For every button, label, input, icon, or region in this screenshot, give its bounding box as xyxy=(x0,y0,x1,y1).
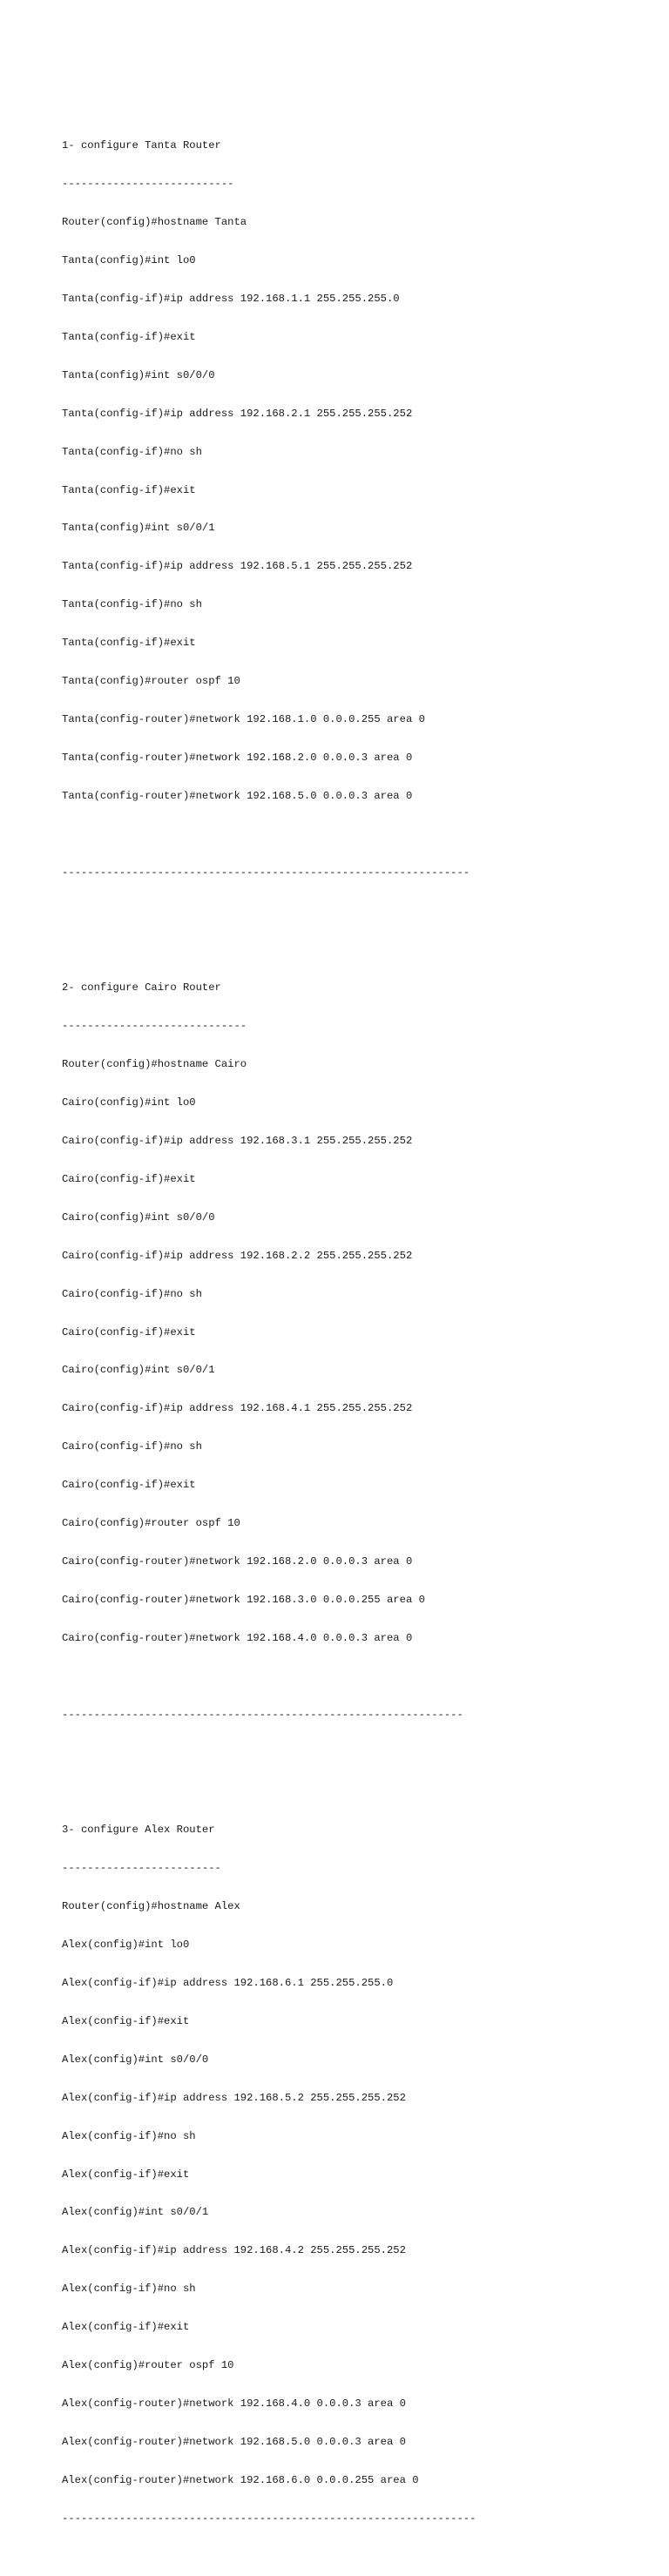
config-line: Tanta(config-router)#network 192.168.5.0 0.0.0.3 area 0 xyxy=(62,790,413,803)
config-line: Tanta(config-if)#ip address 192.168.2.1 255.255.255.252 xyxy=(62,407,413,420)
config-line: Tanta(config-if)#no sh xyxy=(62,598,202,611)
config-line: Router(config)#hostname Cairo xyxy=(62,1057,247,1070)
config-line: Cairo(config)#int s0/0/0 xyxy=(62,1210,215,1224)
config-line: Tanta(config-if)#no sh xyxy=(62,445,202,458)
section-title: 2- configure Cairo Router xyxy=(62,981,221,994)
config-line: Tanta(config-if)#exit xyxy=(62,637,196,650)
config-line: Tanta(config)#int lo0 xyxy=(62,253,196,266)
section-alex-router xyxy=(62,1798,476,2551)
config-line: Alex(config-router)#network 192.168.5.0 0.0.0.3 area 0 xyxy=(62,2436,406,2449)
config-line: Cairo(config)#int lo0 xyxy=(62,1096,196,1109)
section-separator: --------------------------------------------------------------- xyxy=(62,1709,463,1722)
document-page xyxy=(62,63,476,2576)
config-line: Cairo(config-if)#exit xyxy=(62,1479,196,1492)
config-line: Alex(config-if)#no sh xyxy=(62,2283,196,2296)
config-line: Cairo(config-router)#network 192.168.3.0 0.0.0.255 area 0 xyxy=(62,1594,425,1607)
config-line: Cairo(config-if)#ip address 192.168.2.2 255.255.255.252 xyxy=(62,1249,413,1262)
config-line: Cairo(config-if)#ip address 192.168.3.1 255.255.255.252 xyxy=(62,1134,413,1147)
config-line: Alex(config-if)#exit xyxy=(62,2168,190,2181)
section-cairo-router xyxy=(62,956,476,1747)
title-underline: ------------------------- xyxy=(62,1861,221,1874)
config-line: Cairo(config-if)#no sh xyxy=(62,1440,202,1453)
config-line: Cairo(config-if)#ip address 192.168.4.1 255.255.255.252 xyxy=(62,1402,413,1415)
config-line: Cairo(config-if)#exit xyxy=(62,1325,196,1339)
config-line: Alex(config-if)#no sh xyxy=(62,2129,196,2142)
config-line: Alex(config-router)#network 192.168.6.0 0.0.0.255 area 0 xyxy=(62,2474,419,2487)
config-line: Tanta(config)#int s0/0/0 xyxy=(62,368,215,381)
blank-line xyxy=(62,1670,476,1683)
section-title: 3- configure Alex Router xyxy=(62,1823,215,1836)
config-line: Router(config)#hostname Tanta xyxy=(62,215,247,228)
section-separator: ----------------------------------------------------------------- xyxy=(62,2512,476,2525)
section-separator: ---------------------------------------------------------------- xyxy=(62,867,470,880)
config-line: Alex(config-if)#ip address 192.168.5.2 255.255.255.252 xyxy=(62,2091,406,2104)
config-line: Cairo(config-if)#no sh xyxy=(62,1287,202,1300)
config-line: Cairo(config)#int s0/0/1 xyxy=(62,1364,215,1377)
config-line: Alex(config-if)#ip address 192.168.4.2 255.255.255.252 xyxy=(62,2244,406,2257)
config-line: Cairo(config-if)#exit xyxy=(62,1172,196,1185)
title-underline: ----------------------------- xyxy=(62,1019,247,1032)
config-line: Alex(config-if)#exit xyxy=(62,2321,190,2334)
config-line: Cairo(config-router)#network 192.168.4.0 0.0.0.3 area 0 xyxy=(62,1632,413,1645)
section-title: 1- configure Tanta Router xyxy=(62,138,221,152)
config-line: Alex(config)#int s0/0/0 xyxy=(62,2053,209,2066)
section-tanta-router xyxy=(62,114,476,905)
config-line: Alex(config)#int lo0 xyxy=(62,1938,190,1951)
title-underline: --------------------------- xyxy=(62,177,234,190)
config-line: Tanta(config)#int s0/0/1 xyxy=(62,522,215,535)
config-line: Alex(config)#router ospf 10 xyxy=(62,2359,234,2372)
config-line: Alex(config-if)#exit xyxy=(62,2014,190,2027)
config-line: Alex(config)#int s0/0/1 xyxy=(62,2206,209,2219)
config-line: Tanta(config-if)#exit xyxy=(62,330,196,343)
config-line: Tanta(config-if)#exit xyxy=(62,483,196,496)
config-line: Alex(config-if)#ip address 192.168.6.1 255.255.255.0 xyxy=(62,1976,394,1989)
config-line: Tanta(config-if)#ip address 192.168.5.1 255.255.255.252 xyxy=(62,560,413,573)
config-line: Router(config)#hostname Alex xyxy=(62,1899,240,1912)
config-line: Tanta(config-router)#network 192.168.2.0 0.0.0.3 area 0 xyxy=(62,752,413,765)
config-line: Cairo(config)#router ospf 10 xyxy=(62,1517,240,1530)
config-line: Tanta(config-if)#ip address 192.168.1.1 255.255.255.0 xyxy=(62,292,400,305)
config-line: Tanta(config)#router ospf 10 xyxy=(62,675,240,688)
config-line: Cairo(config-router)#network 192.168.2.0 0.0.0.3 area 0 xyxy=(62,1555,413,1568)
config-line: Tanta(config-router)#network 192.168.1.0 0.0.0.255 area 0 xyxy=(62,713,425,726)
blank-line xyxy=(62,828,476,841)
config-line: Alex(config-router)#network 192.168.4.0 0.0.0.3 area 0 xyxy=(62,2397,406,2411)
